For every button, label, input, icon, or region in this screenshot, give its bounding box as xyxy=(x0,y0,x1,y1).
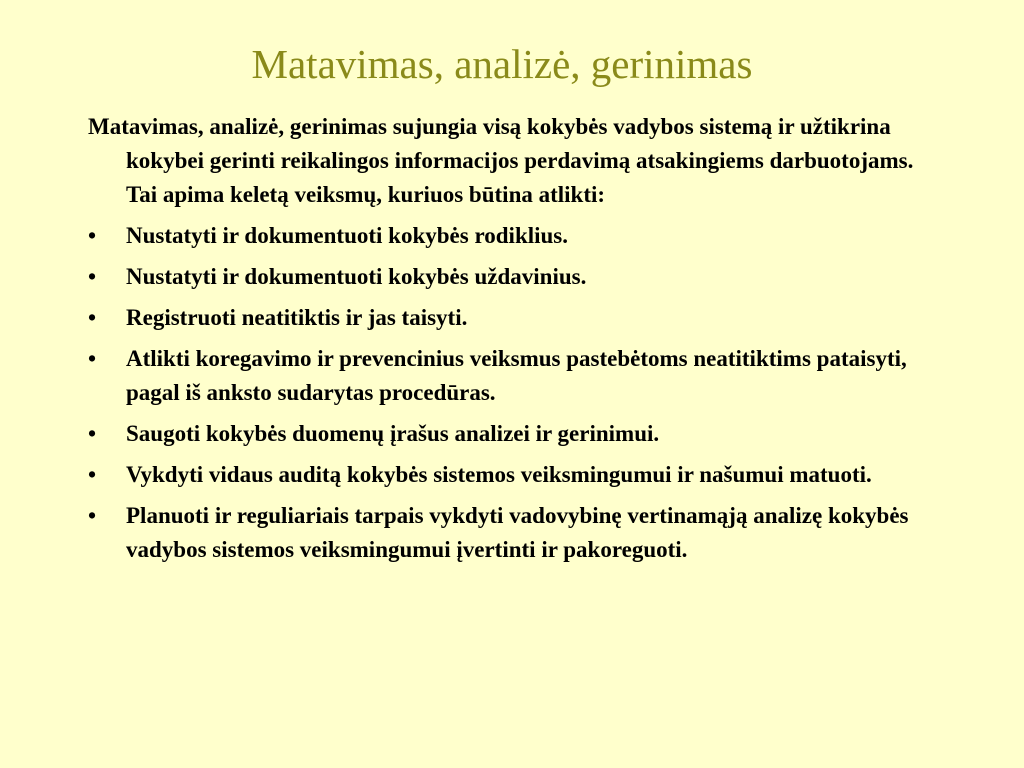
bullet-item xyxy=(88,260,948,294)
slide-content xyxy=(88,110,948,574)
bullet-item xyxy=(88,499,948,567)
bullet-icon: • xyxy=(88,223,97,248)
bullet-list xyxy=(88,219,948,567)
bullet-item xyxy=(88,219,948,253)
bullet-icon: • xyxy=(88,503,97,528)
bullet-item xyxy=(88,417,948,451)
bullet-text: Atlikti koregavimo ir prevencinius veiksmus pastebėtoms neatitiktims pataisyti, pagal iš anksto sudarytas procedūras. xyxy=(126,346,907,405)
bullet-text: Registruoti neatitiktis ir jas taisyti. xyxy=(126,305,468,330)
bullet-icon: • xyxy=(88,462,97,487)
bullet-icon: • xyxy=(88,346,97,371)
bullet-item xyxy=(88,458,948,492)
bullet-text: Nustatyti ir dokumentuoti kokybės uždavinius. xyxy=(126,264,587,289)
bullet-icon: • xyxy=(88,421,97,446)
bullet-item xyxy=(88,301,948,335)
bullet-text: Vykdyti vidaus auditą kokybės sistemos veiksmingumui ir našumui matuoti. xyxy=(126,462,872,487)
bullet-icon: • xyxy=(88,305,97,330)
slide-title: Matavimas, analizė, gerinimas xyxy=(251,41,753,87)
intro-paragraph: Matavimas, analizė, gerinimas sujungia visą kokybės vadybos sistemą ir užtikrina kokybei gerinti reikalingos informacijos perdavimą atsakingiems darbuotojams. Tai apima keletą veiksmų, kuriuos būtina atlikti: xyxy=(88,114,914,207)
bullet-item xyxy=(88,342,948,410)
bullet-text: Planuoti ir reguliariais tarpais vykdyti vadovybinę vertinamąją analizę kokybės vadybos sistemos veiksmingumui įvertinti ir pakoreguoti. xyxy=(126,503,909,562)
bullet-text: Nustatyti ir dokumentuoti kokybės rodiklius. xyxy=(126,223,569,248)
bullet-icon: • xyxy=(88,264,97,289)
bullet-text: Saugoti kokybės duomenų įrašus analizei ir gerinimui. xyxy=(126,421,660,446)
